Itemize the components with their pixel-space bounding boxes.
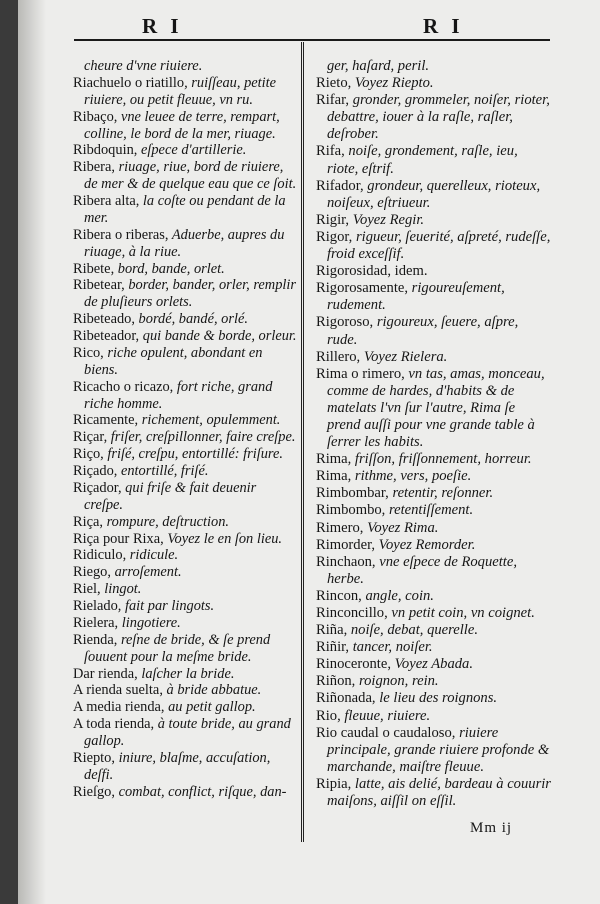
entry-definition: Voyez Abada. [390,656,473,673]
entry-definition: lingot. [100,581,142,598]
entry-definition: riche opulent, abondant en biens. [84,344,263,378]
entry-headword: Riepto, [73,749,115,766]
header-rule [74,39,550,41]
entry-definition: noiſe, grondement, raſle, ieu, riote, eſtrif. [327,143,518,177]
entry-definition: noiſe, debat, querelle. [347,622,478,639]
dictionary-entry [73,193,297,227]
entry-headword: Rigoroso, [316,314,374,331]
dictionary-entry [316,143,552,177]
entry-definition: laſcher la bride. [137,665,235,682]
dictionary-entry [73,379,297,413]
dictionary-entry [316,349,552,366]
dictionary-entry [316,639,552,656]
signature-mark: Mm ij [470,820,513,836]
entry-headword: Ribera alta, [73,193,140,209]
entry-definition: Voyez Riepto. [351,75,434,92]
dictionary-entry [316,673,552,690]
entry-headword: Riel, [73,581,101,598]
dictionary-entry [316,92,552,143]
dictionary-entry [316,75,552,92]
entry-definition: entortillé, friſé. [117,463,209,479]
entry-headword: Rielado, [73,598,122,614]
entry-headword: Rifador, [316,177,364,194]
entry-headword: Rigor, [316,228,353,245]
dictionary-entry [316,554,552,588]
entry-definition: rigueur, ſeuerité, aſpreté, rudeſſe, froid exceſſif. [327,228,551,263]
entry-headword: A rienda suelta, [73,682,163,699]
entry-definition: angle, coin. [361,587,434,604]
left-column [73,58,297,801]
entry-headword: Riço, [73,446,104,463]
entry-definition: vne eſpece de Roquette, herbe. [327,553,517,587]
entry-definition: tancer, noiſer. [349,639,433,656]
entry-definition: vn tas, amas, monceau, comme de hardes, d'habits & de matelats l'vn ſur l'autre, Rima ſe prend auſſi pour vne grande table à ſerrer les habits. [327,365,545,451]
entry-headword: Rio, [316,707,341,724]
entry-definition: à bride abbatue. [162,682,262,699]
entry-definition: riuage, riue, bord de riuiere, de mer & de quelque eau que ce ſoit. [84,159,297,193]
entry-definition: la coſte ou pendant de la mer. [84,193,286,226]
dictionary-entry [73,682,297,699]
entry-definition: , ruiſſeau, petite riuiere, ou petit fleuue, vn ru. [84,74,277,108]
entry-definition: retentiſſement. [385,502,474,519]
entry-headword: Riachuelo o riatillo [73,74,185,91]
entry-headword: A toda rienda, [73,716,155,733]
entry-headword: Ribera o riberas, [73,226,169,243]
entry-definition: riuiere principale, grande riuiere profonde & marchande, maiſtre fleuue. [327,724,550,775]
dictionary-entry [73,311,297,328]
dictionary-entry [73,75,297,109]
dictionary-entry [73,109,297,143]
dictionary-entry [316,776,552,810]
entry-headword: Rimbombar, [316,485,389,502]
dictionary-entry [73,412,297,429]
dictionary-entry [73,615,297,632]
entry-definition: combat, conflict, riſque, dan- [114,783,287,800]
dictionary-entry [316,280,552,314]
dictionary-entry [316,537,552,554]
entry-definition: Voyez Rielera. [360,348,448,365]
entry-headword: Rima, [316,468,352,485]
continuation-line: cheure d'vne riuiere. [84,58,203,74]
dictionary-entry [316,451,552,468]
entry-definition: latte, ais delié, bardeau à couurir maiſons, aiſſil on eſſil. [327,775,551,810]
entry-headword: Riça pour Rixa, [73,530,164,547]
entry-headword: Riñir, [316,639,350,656]
dictionary-entry [73,514,297,531]
entry-headword: Riñon, [316,673,356,690]
entry-definition: fort riche, grand riche homme. [84,378,273,412]
entry-headword: Ricamente, [73,412,139,429]
entry-definition: vne leuee de terre, rempart, colline, le bord de la mer, riuage. [84,108,280,142]
dictionary-entry [73,429,297,446]
entry-definition: rithme, vers, poeſie. [351,468,472,485]
entry-definition: le lieu des roignons. [375,690,498,707]
dictionary-entry [316,502,552,519]
entry-definition: retentir, reſonner. [388,485,494,502]
entry-headword: Rigir, [316,211,350,228]
entry-headword: Riçado, [73,463,118,479]
dictionary-entry [73,463,297,480]
entry-definition: ridicule. [126,547,179,564]
entry-headword: Rillero, [316,348,361,365]
entry-headword: Rienda, [73,631,118,648]
dictionary-entry [73,227,297,261]
dictionary-entry [73,632,297,666]
dictionary-entry [73,480,297,514]
dictionary-entry [316,622,552,639]
dictionary-entry [316,690,552,707]
entry-definition: vn petit coin, vn coignet. [387,605,535,621]
dictionary-entry [316,485,552,502]
entry-headword: Riego, [73,564,111,581]
entry-headword: Rieſgo, [73,783,115,800]
dictionary-page [18,0,600,904]
dictionary-entry [316,605,552,622]
dictionary-entry [316,656,552,673]
page-gutter-shadow [18,0,46,904]
entry-definition: border, bander, orler, remplir de pluſieurs orlets. [84,277,296,311]
entry-headword: Riña, [316,622,348,639]
entry-headword: Ripia, [316,775,352,792]
entry-definition: rompure, deſtruction. [102,513,230,530]
dictionary-entry [73,446,297,463]
entry-headword: Rinchaon, [316,553,376,570]
entry-headword: Riçar, [73,429,108,446]
entry-headword: Rigorosamente, [316,280,409,297]
dictionary-entry [73,716,297,750]
entry-headword: Rimbombo, [316,502,386,519]
entry-definition: bordé, bandé, orlé. [134,311,248,328]
dictionary-entry [73,598,297,615]
dictionary-entry [316,468,552,485]
entry-definition: roignon, rein. [355,673,439,690]
entry-headword: Rio caudal o caudaloso, [316,724,456,741]
entry-definition: fleuue, riuiere. [340,707,431,724]
dictionary-entry [73,261,297,278]
entry-headword: Dar rienda, [73,665,138,682]
entry-headword: Rinconcillo, [316,605,388,621]
entry-headword: Riñonada, [316,690,376,707]
dictionary-entry [73,699,297,716]
entry-definition: à toute bride, au grand gallop. [84,716,291,749]
entry-headword: Ribdoquin, [73,142,138,159]
dictionary-entry [316,725,552,776]
entry-headword: Ricacho o ricazo, [73,378,174,395]
entry-definition: Voyez Regir. [349,211,425,228]
entry-headword: Rinoceronte, [316,656,391,673]
entry-headword: Ridiculo, [73,547,127,564]
dictionary-entry [316,212,552,229]
running-head-right: R I [423,14,464,38]
dictionary-entry [316,708,552,725]
entry-headword: Rima, [316,451,352,468]
entry-headword: Rincon, [316,587,362,604]
dictionary-entry [73,666,297,683]
dictionary-entry [73,159,297,193]
dictionary-entry [73,531,297,548]
entry-headword: Rima o rimero, [316,365,405,382]
entry-headword: Ribeteador, [73,328,140,344]
entry-definition: bord, bande, orlet. [114,260,225,277]
entry-headword: Ribeteado, [73,311,135,328]
entry-definition: lingotiere. [118,614,181,631]
dictionary-entry [316,263,552,280]
dictionary-entry [316,366,552,451]
entry-definition: Aduerbe, aupres du riuage, à la riue. [84,226,285,260]
entry-definition: rigoureux, ſeuere, aſpre, rude. [327,314,519,348]
entry-headword: Ribete, [73,260,115,277]
entry-definition: au petit gallop. [164,699,256,716]
entry-definition: qui bande & borde, orleur. [139,328,297,344]
dictionary-entry [73,345,297,379]
entry-definition: friſé, creſpu, entortillé: friſure. [103,446,283,463]
entry-definition: Voyez Rima. [363,519,439,536]
entry-definition: grondeur, querelleux, rioteux, noiſeux, eſtriueur. [327,177,541,211]
entry-headword: Rifa, [316,143,345,160]
entry-headword: Ribaço, [73,108,118,125]
right-column [316,58,552,810]
entry-headword: Rimero, [316,519,364,536]
entry-headword: Ribetear, [73,277,125,294]
entry-definition: friſſon, friſſonnement, horreur. [351,451,532,468]
dictionary-entry [316,229,552,263]
entry-definition: fait par lingots. [121,598,215,614]
entry-headword: Rifar, [316,92,350,109]
dictionary-entry [73,328,297,345]
dictionary-entry [316,588,552,605]
entry-headword: Rigorosidad, idem. [316,263,428,280]
dictionary-entry [73,564,297,581]
running-head-left: R I [142,14,183,38]
dictionary-entry [316,520,552,537]
column-divider [301,42,304,842]
entry-definition: reſne de bride, & ſe prend ſouuent pour la meſme bride. [84,631,271,665]
entry-definition: gronder, grommeler, noiſer, rioter, debattre, iouer à la raſle, raſler, deſrober. [327,92,550,143]
entry-definition: richement, opulemment. [138,412,281,429]
entry-headword: Rico, [73,344,104,361]
entry-headword: Rimorder, [316,536,375,553]
entry-definition: arroſement. [110,564,182,581]
dictionary-entry [73,784,297,801]
dictionary-entry [316,178,552,212]
continuation-line: ger, haſard, peril. [327,58,430,74]
entry-headword: Ribera, [73,159,115,176]
entry-definition: Voyez le en ſon lieu. [163,530,283,547]
entry-headword: Riçador, [73,479,122,496]
entry-definition: iniure, blaſme, accuſation, deſfi. [84,749,271,783]
entry-headword: Rielera, [73,614,119,631]
dictionary-entry [73,277,297,311]
entry-headword: A media rienda, [73,699,165,716]
entry-definition: qui friſe & fait deuenir creſpe. [84,479,257,513]
entry-definition: Voyez Remorder. [375,536,476,553]
entry-definition: rigoureuſement, rudement. [327,280,505,314]
dictionary-entry [316,314,552,348]
entry-definition: friſer, creſpillonner, faire creſpe. [107,429,296,446]
dictionary-entry [73,581,297,598]
dictionary-entry [73,750,297,784]
entry-headword: Rieto, [316,75,352,92]
entry-definition: eſpece d'artillerie. [137,142,247,159]
dictionary-entry [73,547,297,564]
dictionary-entry [73,142,297,159]
entry-headword: Riça, [73,513,103,530]
